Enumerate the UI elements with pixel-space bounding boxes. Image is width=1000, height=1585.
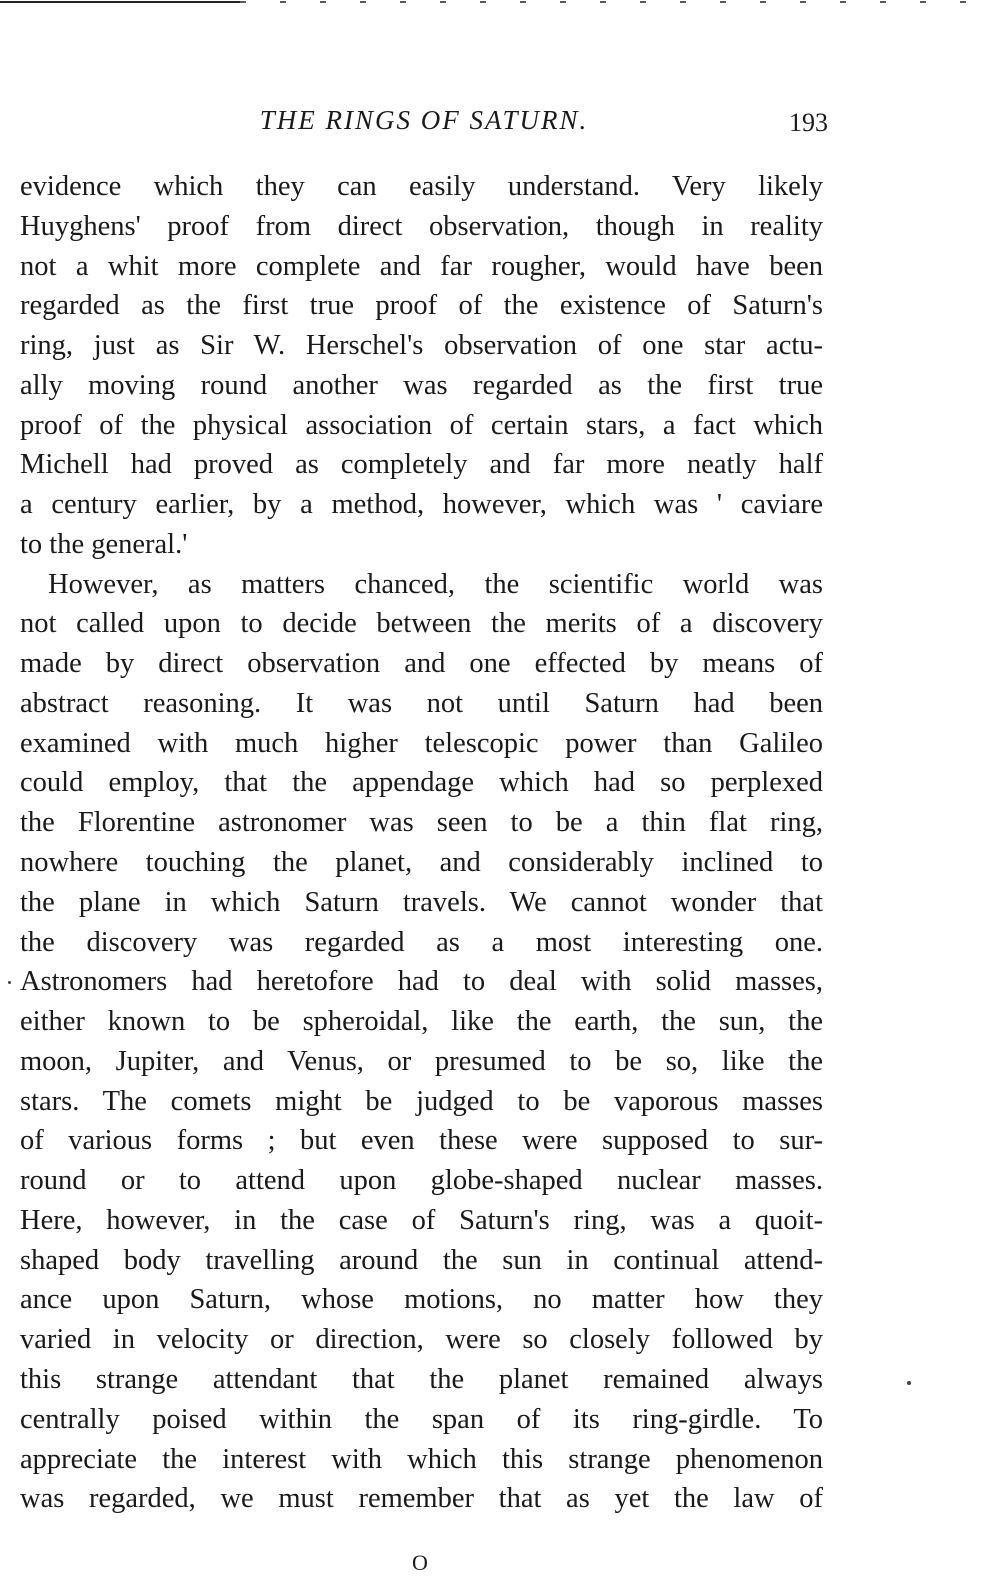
paragraph-2: [20, 565, 823, 1519]
signature-mark: O: [412, 1550, 428, 1575]
text-line: of various forms ; but even these were supposed to sur-: [20, 1125, 823, 1157]
text-line: to the general.': [20, 528, 188, 560]
text-line: could employ, that the appendage which had so perplexed: [20, 767, 823, 799]
text-line: moon, Jupiter, and Venus, or presumed to be so, like the: [20, 1045, 823, 1077]
scan-speck: [8, 981, 11, 984]
text-line: ring, just as Sir W. Herschel's observation of one star actu-: [20, 330, 823, 362]
text-line: made by direct observation and one effected by means of: [20, 648, 823, 680]
text-line: round or to attend upon globe-shaped nuclear masses.: [20, 1165, 823, 1197]
text-line: appreciate the interest with which this strange phenomenon: [20, 1443, 823, 1475]
text-line: Huyghens' proof from direct observation, though in reality: [20, 210, 823, 242]
text-line: proof of the physical association of certain stars, a fact which: [20, 409, 823, 441]
text-line: However, as matters chanced, the scientific world was: [48, 568, 823, 600]
text-line: Astronomers had heretofore had to deal with solid masses,: [20, 966, 823, 998]
text-line: was regarded, we must remember that as yet the law of: [20, 1483, 823, 1515]
text-line: ance upon Saturn, whose motions, no matter how they: [20, 1284, 823, 1316]
text-line: abstract reasoning. It was not until Saturn had been: [20, 687, 823, 719]
text-line: Michell had proved as completely and far more neatly half: [20, 449, 823, 481]
text-line: examined with much higher telescopic power than Galileo: [20, 727, 823, 759]
text-line: centrally poised within the span of its ring-girdle. To: [20, 1403, 823, 1435]
scan-top-rule: [0, 0, 1000, 8]
text-line: Here, however, in the case of Saturn's ring, was a quoit-: [20, 1204, 823, 1236]
text-line: not called upon to decide between the merits of a discovery: [20, 608, 823, 640]
text-line: the Florentine astronomer was seen to be a thin flat ring,: [20, 807, 823, 839]
scan-speck: [907, 1381, 911, 1385]
text-line: varied in velocity or direction, were so closely followed by: [20, 1324, 823, 1356]
running-title: THE RINGS OF SATURN.: [259, 105, 589, 135]
paragraph-1: [20, 167, 823, 565]
text-line: regarded as the first true proof of the existence of Saturn's: [20, 290, 823, 322]
text-line: nowhere touching the planet, and considerably inclined to: [20, 847, 823, 879]
text-line: stars. The comets might be judged to be vaporous masses: [20, 1085, 823, 1117]
text-line: not a whit more complete and far rougher, would have been: [20, 250, 823, 282]
body-text: [20, 167, 823, 1519]
text-line: the plane in which Saturn travels. We cannot wonder that: [20, 886, 823, 918]
text-line: evidence which they can easily understand. Very likely: [20, 171, 823, 202]
text-line: a century earlier, by a method, however, which was ' caviare: [20, 489, 823, 521]
running-head: [20, 100, 828, 140]
page-number: 193: [789, 108, 828, 137]
text-line: either known to be spheroidal, like the earth, the sun, the: [20, 1006, 823, 1038]
text-line: shaped body travelling around the sun in continual attend-: [20, 1244, 823, 1276]
text-line: this strange attendant that the planet remained always: [20, 1363, 823, 1395]
text-line: ally moving round another was regarded as the first true: [20, 369, 823, 401]
text-line: the discovery was regarded as a most interesting one.: [20, 926, 823, 958]
